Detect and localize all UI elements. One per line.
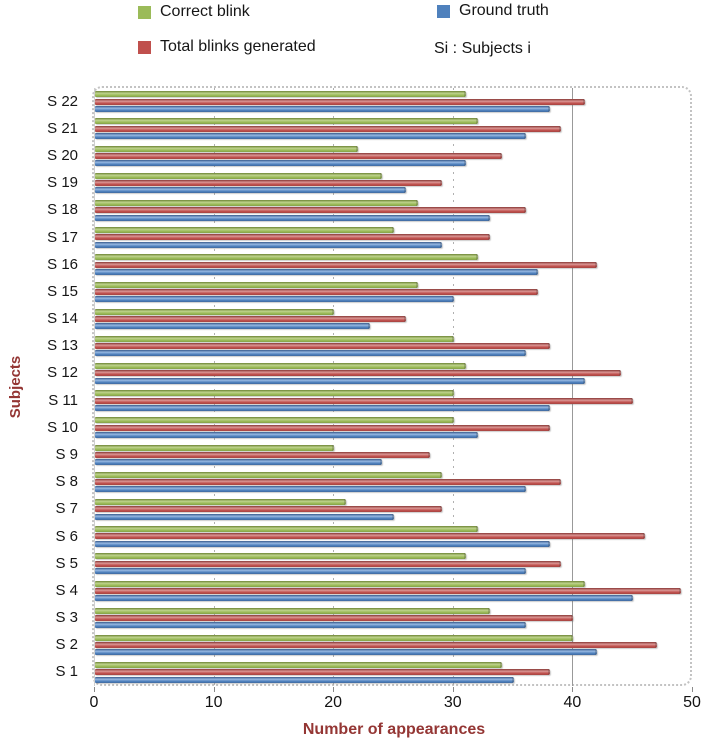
legend-swatch-total-blinks-icon	[138, 41, 151, 54]
y-category-label-s4: S 4	[55, 581, 78, 599]
y-category-label-s22: S 22	[47, 92, 78, 110]
bar-red-s15	[95, 289, 538, 295]
bar-blue-s18	[95, 215, 490, 221]
bar-blue-s8	[95, 486, 526, 492]
y-category-label-s9: S 9	[55, 446, 78, 463]
bar-red-s7	[95, 506, 442, 512]
bar-red-s8	[95, 479, 561, 485]
y-category-label-s21: S 21	[47, 119, 78, 137]
bar-red-s18	[95, 207, 526, 213]
bar-red-s6	[95, 533, 645, 539]
y-category-label-s5: S 5	[55, 554, 78, 572]
bar-blue-s5	[95, 568, 526, 574]
x-tick-label-10: 10	[204, 694, 223, 711]
x-tick-label-30: 30	[443, 694, 462, 711]
bar-blue-s21	[95, 133, 526, 139]
bar-green-s4	[95, 581, 585, 587]
bar-red-s22	[95, 99, 585, 105]
bar-red-s16	[95, 262, 597, 268]
y-category-label-s8: S 8	[55, 473, 78, 491]
y-category-label-s17: S 17	[47, 228, 78, 246]
bar-green-s12	[95, 363, 466, 369]
bar-green-s6	[95, 526, 478, 532]
bar-green-s15	[95, 282, 418, 288]
x-tick-0	[94, 687, 95, 692]
bar-blue-s4	[95, 595, 633, 601]
bar-green-s20	[95, 146, 358, 152]
bar-blue-s13	[95, 350, 526, 356]
y-category-label-s15: S 15	[47, 282, 78, 300]
bar-green-s22	[95, 91, 466, 97]
bar-green-s11	[95, 390, 454, 396]
y-category-label-s2: S 2	[55, 636, 78, 654]
bar-red-s12	[95, 370, 621, 376]
legend-label-ground-truth: Ground truth	[459, 2, 549, 19]
bar-green-s7	[95, 499, 346, 505]
y-category-label-s18: S 18	[47, 201, 78, 219]
bar-blue-s15	[95, 296, 454, 302]
bar-blue-s10	[95, 432, 478, 438]
bar-red-s13	[95, 343, 550, 349]
bar-blue-s3	[95, 622, 526, 628]
bar-red-s3	[95, 615, 573, 621]
bar-blue-s12	[95, 378, 585, 384]
bar-red-s10	[95, 425, 550, 431]
bar-red-s19	[95, 180, 442, 186]
x-tick-label-50: 50	[683, 694, 701, 711]
legend-note-subjects: Si : Subjects i	[434, 40, 531, 57]
bar-blue-s7	[95, 514, 394, 520]
y-category-label-s3: S 3	[55, 609, 78, 626]
bar-blue-s6	[95, 541, 550, 547]
y-category-label-s6: S 6	[55, 527, 78, 545]
bar-blue-s2	[95, 649, 597, 655]
x-tick-10	[214, 687, 215, 692]
y-category-label-s11: S 11	[48, 391, 78, 409]
bar-blue-s22	[95, 106, 550, 112]
bar-red-s1	[95, 669, 550, 675]
bar-green-s9	[95, 445, 334, 451]
x-tick-50	[692, 687, 693, 692]
y-category-label-s19: S 19	[47, 174, 78, 192]
bar-blue-s14	[95, 323, 370, 329]
bar-blue-s19	[95, 187, 406, 193]
x-tick-30	[453, 687, 454, 692]
y-category-label-s16: S 16	[47, 255, 78, 273]
y-category-label-s20: S 20	[47, 147, 78, 164]
bar-green-s8	[95, 472, 442, 478]
x-tick-label-20: 20	[324, 694, 343, 711]
bar-red-s4	[95, 588, 681, 594]
bar-red-s5	[95, 561, 561, 567]
x-axis-title: Number of appearances	[302, 721, 486, 738]
bar-green-s16	[95, 254, 478, 260]
bar-green-s19	[95, 173, 382, 179]
bar-blue-s16	[95, 269, 538, 275]
bar-green-s2	[95, 635, 573, 641]
y-category-label-s7: S 7	[55, 500, 78, 518]
y-category-label-s12: S 12	[47, 364, 78, 382]
x-tick-label-0: 0	[89, 694, 99, 711]
bar-green-s3	[95, 608, 490, 614]
y-category-label-s10: S 10	[47, 418, 78, 436]
x-tick-20	[333, 687, 334, 692]
bar-red-s14	[95, 316, 406, 322]
bar-green-s10	[95, 417, 454, 423]
bar-red-s21	[95, 126, 561, 132]
bar-green-s18	[95, 200, 418, 206]
bar-blue-s17	[95, 242, 442, 248]
bar-green-s14	[95, 309, 334, 315]
bar-green-s5	[95, 553, 466, 559]
y-category-label-s1: S 1	[55, 663, 78, 681]
legend-label-total-blinks: Total blinks generated	[160, 38, 316, 55]
x-tick-label-40: 40	[563, 694, 582, 711]
legend-swatch-ground-truth-icon	[437, 5, 450, 18]
bar-blue-s11	[95, 405, 550, 411]
bar-red-s9	[95, 452, 430, 458]
legend-swatch-correct-blink-icon	[138, 6, 151, 19]
y-axis-title: Subjects	[7, 355, 24, 419]
bar-red-s20	[95, 153, 502, 159]
y-category-label-s14: S 14	[47, 310, 78, 327]
bar-blue-s20	[95, 160, 466, 166]
bar-green-s13	[95, 336, 454, 342]
y-category-label-s13: S 13	[47, 337, 78, 355]
bar-green-s1	[95, 662, 502, 668]
bar-blue-s1	[95, 677, 514, 683]
x-tick-40	[572, 687, 573, 692]
legend-label-correct-blink: Correct blink	[160, 3, 250, 20]
bar-green-s17	[95, 227, 394, 233]
bar-red-s2	[95, 642, 657, 648]
bar-blue-s9	[95, 459, 382, 465]
bar-red-s17	[95, 234, 490, 240]
bar-red-s11	[95, 398, 633, 404]
bar-green-s21	[95, 118, 478, 124]
